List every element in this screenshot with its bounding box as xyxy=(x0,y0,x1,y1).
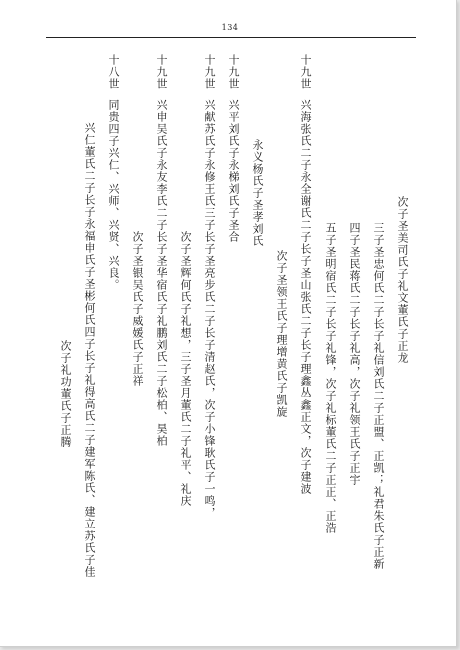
generation-label: 十八世 xyxy=(107,54,120,90)
genealogy-entry xyxy=(228,54,239,243)
generation-label: 十九世 xyxy=(155,54,168,90)
genealogy-line: 次子圣美司氏子礼文董氏子正龙 xyxy=(396,196,409,364)
genealogy-line: 兴平刘氏子永梯刘氏子圣合 xyxy=(227,99,240,243)
genealogy-line: 永义杨氏子圣孝刘氏 xyxy=(251,139,264,247)
genealogy-line: 三子圣忠何氏二子长子礼信刘氏二子正盟、正凯；礼君朱氏子正新 xyxy=(372,222,385,570)
genealogy-line: 兴献苏氏子永修王氏三子长子圣亮步氏二子长子清赵氏，次子小锋耿氏子一鸣， xyxy=(203,99,216,519)
page-number: 134 xyxy=(221,23,239,32)
generation-label: 十九世 xyxy=(203,54,216,90)
generation-label: 十九世 xyxy=(299,54,312,90)
genealogy-line: 次子礼功董氏子正腾 xyxy=(59,340,72,448)
genealogy-line: 次子圣银吴氏子威媛氏子正祥 xyxy=(131,231,144,387)
header-rule xyxy=(46,37,416,38)
genealogy-line: 同贵四子兴仁、兴师、兴贤、兴良。 xyxy=(107,99,120,291)
generation-label: 十九世 xyxy=(227,54,240,90)
genealogy-entry xyxy=(204,54,215,519)
genealogy-entry xyxy=(156,54,167,447)
genealogy-line: 五子圣明宿氏二子长子礼锋，次子礼标董氏二子正正、正浩 xyxy=(324,222,337,534)
genealogy-line: 次子圣领王氏子理增黄氏子凯旋 xyxy=(275,250,288,418)
genealogy-line: 兴海张氏二子永全谢氏二子长子圣山张氏二子长子理鑫丛鑫正文，次子建波 xyxy=(299,99,312,495)
genealogy-line: 次子圣辉何氏子礼想，三子圣月董氏二子礼平、礼庆 xyxy=(179,231,192,507)
genealogy-line: 兴仁董氏二子长子永福申氏子圣彬何氏四子长子礼得高氏二子建军陈氏、建立苏氏子佳 xyxy=(83,122,96,578)
genealogy-entry xyxy=(108,54,119,291)
genealogy-line: 四子圣民蒋氏二子长子礼高，次子礼领王氏子正宇 xyxy=(348,222,361,486)
genealogy-line: 兴申吴氏子永友李氏二子长子圣华宿氏子礼鹏刘氏二子松柏、昊柏 xyxy=(155,99,168,447)
genealogy-entry xyxy=(300,54,311,495)
